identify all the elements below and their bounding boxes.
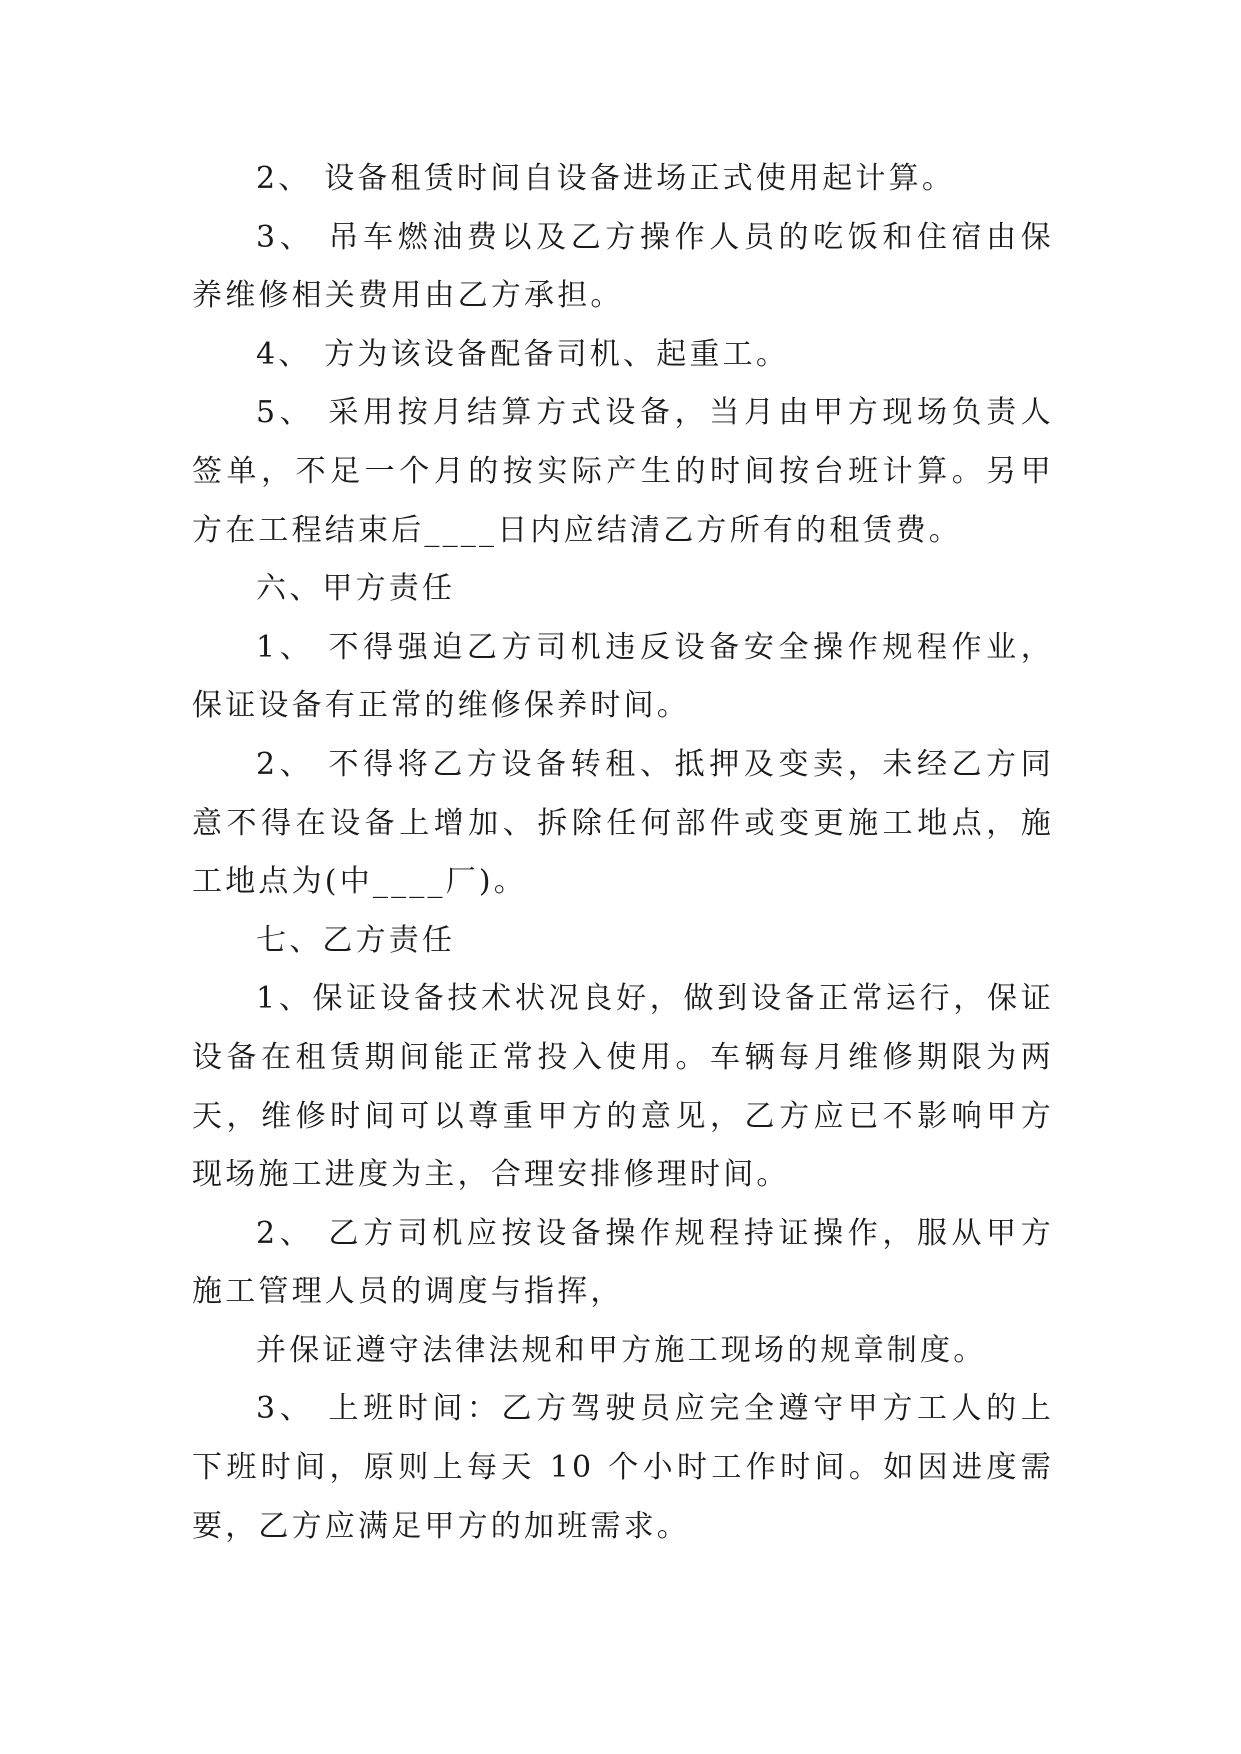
paragraph-rental-start: 2、 设备租赁时间自设备进场正式使用起计算。 [256,161,956,196]
paragraph-party-b-1: 1、保证设备技术状况良好，做到设备正常运行，保证设备在租赁期间能正常投入使用。车辆每月维修期限为两天，维修时间可以尊重甲方的意见，乙方应已不影响甲方现场施工进度为主，合理安排修理时间。 [192,981,1054,1193]
section-heading-party-b: 七、乙方责任 [256,922,456,958]
section-heading-party-a: 六、甲方责任 [256,571,456,607]
paragraph-party-b-2: 2、 乙方司机应按设备操作规程持证操作，服从甲方施工管理人员的调度与指挥， [192,1215,1054,1310]
paragraph-party-a-2: 2、 不得将乙方设备转租、抵押及变卖，未经乙方同意不得在设备上增加、拆除任何部件或变更施工地点，施工地点为(中____厂)。 [192,746,1054,900]
paragraph-party-b-3: 3、 上班时间：乙方驾驶员应完全遵守甲方工人的上下班时间，原则上每天 10 个小时工作时间。如因进度需要，乙方应满足甲方的加班需求。 [192,1391,1054,1544]
paragraph-staffing: 4、 方为该设备配备司机、起重工。 [256,336,790,372]
document-page [192,150,1054,1556]
paragraph-settlement: 5、 采用按月结算方式设备，当月由甲方现场负责人签单，不足一个月的按实际产生的时间按台班计算。另甲方在工程结束后____日内应结清乙方所有的租赁费。 [192,395,1054,548]
paragraph-party-a-1: 1、 不得强迫乙方司机违反设备安全操作规程作业，保证设备有正常的维修保养时间。 [192,629,1054,724]
paragraph-party-b-2-cont: 并保证遵守法律法规和甲方施工现场的规章制度。 [256,1332,987,1368]
paragraph-fuel-costs: 3、 吊车燃油费以及乙方操作人员的吃饭和住宿由保养维修相关费用由乙方承担。 [192,219,1054,314]
